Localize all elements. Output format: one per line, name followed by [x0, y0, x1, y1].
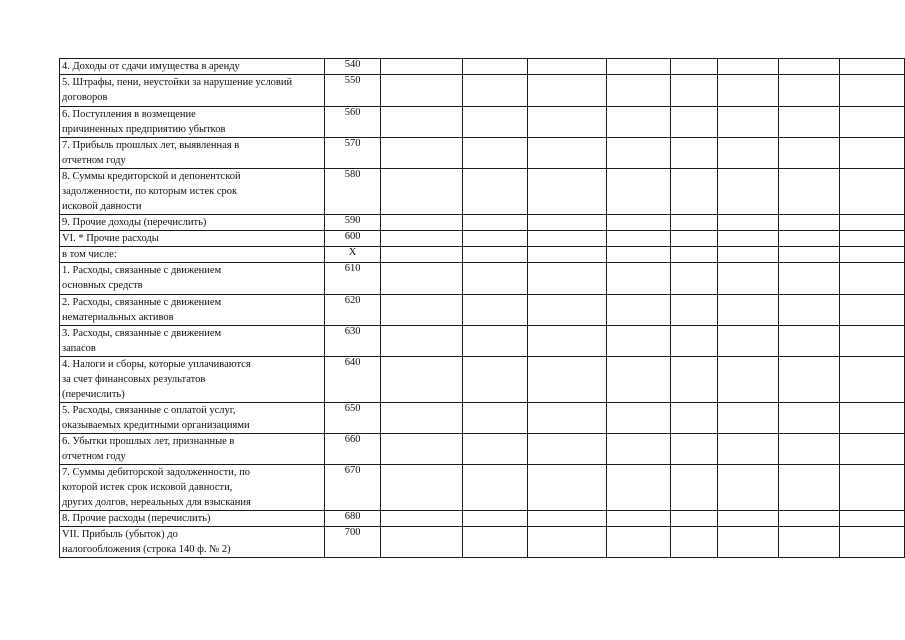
empty-cell — [840, 465, 905, 511]
row-label-line: VI. * Прочие расходы — [62, 233, 159, 244]
empty-cell — [381, 231, 462, 247]
empty-cell — [840, 434, 905, 465]
empty-cell — [528, 247, 607, 263]
row-label-line: договоров — [62, 92, 108, 103]
row-code-text: 570 — [344, 138, 361, 149]
empty-cell — [779, 295, 840, 326]
empty-cell — [528, 511, 607, 527]
row-label-line: 5. Штрафы, пени, неустойки за нарушение условий — [62, 77, 293, 88]
row-label — [60, 247, 325, 263]
row-label — [60, 138, 325, 169]
row-code — [324, 59, 381, 75]
row-label-line: исковой давности — [62, 201, 142, 212]
empty-cell — [670, 59, 717, 75]
row-label-line: (перечислить) — [62, 389, 125, 400]
row-code-text: 590 — [344, 215, 361, 226]
empty-cell — [528, 527, 607, 558]
empty-cell — [840, 107, 905, 138]
empty-cell — [607, 231, 670, 247]
row-code — [324, 169, 381, 215]
row-label-line: 4. Налоги и сборы, которые уплачиваются — [62, 359, 251, 370]
empty-cell — [381, 357, 462, 403]
empty-cell — [779, 231, 840, 247]
empty-cell — [779, 434, 840, 465]
table-row — [60, 75, 905, 107]
empty-cell — [670, 247, 717, 263]
empty-cell — [607, 465, 670, 511]
empty-cell — [381, 138, 462, 169]
empty-cell — [779, 59, 840, 75]
empty-cell — [779, 138, 840, 169]
empty-cell — [717, 263, 778, 295]
empty-cell — [528, 107, 607, 138]
row-label-line: нематериальных активов — [62, 312, 174, 323]
row-label-line: причиненных предприятию убытков — [62, 124, 226, 135]
empty-cell — [670, 403, 717, 434]
empty-cell — [717, 527, 778, 558]
empty-cell — [840, 511, 905, 527]
row-label — [60, 465, 325, 511]
empty-cell — [607, 215, 670, 231]
empty-cell — [840, 295, 905, 326]
empty-cell — [381, 169, 462, 215]
empty-cell — [607, 169, 670, 215]
row-label-line: в том числе: — [62, 249, 117, 260]
empty-cell — [462, 465, 527, 511]
empty-cell — [528, 263, 607, 295]
empty-cell — [528, 357, 607, 403]
row-label-line: 8. Суммы кредиторской и депонентской — [62, 171, 241, 182]
empty-cell — [381, 326, 462, 357]
empty-cell — [462, 215, 527, 231]
row-label-line: запасов — [62, 343, 96, 354]
empty-cell — [840, 357, 905, 403]
row-label-line: задолженности, по которым истек срок — [62, 186, 238, 197]
empty-cell — [381, 263, 462, 295]
row-code-text: 640 — [344, 357, 361, 368]
empty-cell — [607, 247, 670, 263]
empty-cell — [717, 75, 778, 107]
row-label — [60, 295, 325, 326]
row-code-text: 620 — [344, 295, 361, 306]
empty-cell — [670, 263, 717, 295]
row-label-line: 6. Убытки прошлых лет, признанные в — [62, 436, 235, 447]
row-code-text: 660 — [344, 434, 361, 445]
table-row — [60, 107, 905, 138]
row-code-text: 680 — [344, 511, 361, 522]
table-row — [60, 231, 905, 247]
table-row — [60, 247, 905, 263]
table-row — [60, 465, 905, 511]
row-code-text: Х — [348, 247, 357, 258]
row-label-line: оказываемых кредитными организациями — [62, 420, 250, 431]
empty-cell — [462, 138, 527, 169]
row-code-text: 600 — [344, 231, 361, 242]
row-code-text: 580 — [344, 169, 361, 180]
empty-cell — [840, 326, 905, 357]
empty-cell — [381, 247, 462, 263]
empty-cell — [779, 403, 840, 434]
table-row — [60, 527, 905, 558]
empty-cell — [670, 75, 717, 107]
empty-cell — [717, 215, 778, 231]
row-label-line: налогообложения (строка 140 ф. № 2) — [62, 544, 231, 555]
row-code — [324, 403, 381, 434]
empty-cell — [717, 326, 778, 357]
row-code — [324, 231, 381, 247]
row-label — [60, 511, 325, 527]
row-label-line: 6. Поступления в возмещение — [62, 109, 196, 120]
empty-cell — [670, 465, 717, 511]
empty-cell — [462, 326, 527, 357]
empty-cell — [840, 59, 905, 75]
empty-cell — [779, 357, 840, 403]
empty-cell — [840, 138, 905, 169]
row-code-text: 560 — [344, 107, 361, 118]
empty-cell — [607, 511, 670, 527]
row-label — [60, 59, 325, 75]
empty-cell — [670, 169, 717, 215]
table-row — [60, 295, 905, 326]
empty-cell — [528, 465, 607, 511]
row-label-line: 7. Прибыль прошлых лет, выявленная в — [62, 140, 240, 151]
empty-cell — [607, 295, 670, 326]
row-code — [324, 527, 381, 558]
empty-cell — [607, 107, 670, 138]
row-label — [60, 75, 325, 107]
empty-cell — [462, 247, 527, 263]
empty-cell — [381, 434, 462, 465]
row-code — [324, 511, 381, 527]
empty-cell — [840, 527, 905, 558]
empty-cell — [670, 527, 717, 558]
empty-cell — [462, 434, 527, 465]
empty-cell — [528, 434, 607, 465]
empty-cell — [528, 295, 607, 326]
empty-cell — [670, 138, 717, 169]
row-code-text: 610 — [344, 263, 361, 274]
empty-cell — [670, 357, 717, 403]
row-label-line: других долгов, нереальных для взыскания — [62, 497, 251, 508]
table-body — [60, 59, 905, 558]
row-label — [60, 527, 325, 558]
empty-cell — [462, 263, 527, 295]
empty-cell — [840, 403, 905, 434]
row-label — [60, 263, 325, 295]
row-label-line: которой истек срок исковой давности, — [62, 482, 233, 493]
empty-cell — [607, 59, 670, 75]
empty-cell — [670, 434, 717, 465]
empty-cell — [717, 511, 778, 527]
empty-cell — [381, 527, 462, 558]
empty-cell — [528, 75, 607, 107]
empty-cell — [840, 247, 905, 263]
row-code — [324, 434, 381, 465]
report-table — [59, 58, 905, 558]
empty-cell — [717, 434, 778, 465]
table-row — [60, 169, 905, 215]
row-label-line: 8. Прочие расходы (перечислить) — [62, 513, 211, 524]
empty-cell — [607, 138, 670, 169]
empty-cell — [779, 215, 840, 231]
row-code — [324, 326, 381, 357]
empty-cell — [670, 215, 717, 231]
empty-cell — [779, 263, 840, 295]
row-code-text: 550 — [344, 75, 361, 86]
row-label-line: 3. Расходы, связанные с движением — [62, 328, 222, 339]
empty-cell — [670, 107, 717, 138]
empty-cell — [528, 169, 607, 215]
row-label — [60, 434, 325, 465]
row-label — [60, 231, 325, 247]
row-code — [324, 357, 381, 403]
row-label-line: за счет финансовых результатов — [62, 374, 206, 385]
row-code — [324, 107, 381, 138]
row-label — [60, 107, 325, 138]
empty-cell — [779, 527, 840, 558]
table-row — [60, 403, 905, 434]
empty-cell — [717, 231, 778, 247]
empty-cell — [607, 434, 670, 465]
row-code-text: 700 — [344, 527, 361, 538]
empty-cell — [381, 403, 462, 434]
empty-cell — [528, 215, 607, 231]
empty-cell — [717, 138, 778, 169]
empty-cell — [381, 295, 462, 326]
empty-cell — [381, 59, 462, 75]
empty-cell — [717, 247, 778, 263]
empty-cell — [528, 403, 607, 434]
table-row — [60, 511, 905, 527]
empty-cell — [462, 357, 527, 403]
row-label-line: 7. Суммы дебиторской задолженности, по — [62, 467, 250, 478]
row-code — [324, 465, 381, 511]
empty-cell — [670, 511, 717, 527]
empty-cell — [779, 169, 840, 215]
empty-cell — [779, 75, 840, 107]
row-code — [324, 263, 381, 295]
row-code — [324, 295, 381, 326]
row-label — [60, 169, 325, 215]
empty-cell — [670, 326, 717, 357]
empty-cell — [528, 138, 607, 169]
empty-cell — [840, 169, 905, 215]
empty-cell — [779, 326, 840, 357]
table-row — [60, 357, 905, 403]
empty-cell — [717, 107, 778, 138]
row-label-line: отчетном году — [62, 451, 126, 462]
empty-cell — [381, 75, 462, 107]
empty-cell — [670, 295, 717, 326]
empty-cell — [717, 465, 778, 511]
empty-cell — [462, 75, 527, 107]
empty-cell — [462, 511, 527, 527]
empty-cell — [717, 59, 778, 75]
table-row — [60, 59, 905, 75]
empty-cell — [607, 326, 670, 357]
empty-cell — [840, 215, 905, 231]
row-code-text: 630 — [344, 326, 361, 337]
row-code-text: 670 — [344, 465, 361, 476]
row-code — [324, 138, 381, 169]
empty-cell — [462, 403, 527, 434]
empty-cell — [528, 231, 607, 247]
empty-cell — [462, 59, 527, 75]
row-label — [60, 357, 325, 403]
table-row — [60, 138, 905, 169]
row-label-line: 9. Прочие доходы (перечислить) — [62, 217, 207, 228]
row-label-line: отчетном году — [62, 155, 126, 166]
empty-cell — [528, 59, 607, 75]
empty-cell — [670, 231, 717, 247]
empty-cell — [779, 511, 840, 527]
row-label — [60, 326, 325, 357]
table-row — [60, 434, 905, 465]
empty-cell — [779, 107, 840, 138]
table-row — [60, 215, 905, 231]
row-code — [324, 215, 381, 231]
row-code — [324, 75, 381, 107]
empty-cell — [462, 231, 527, 247]
empty-cell — [381, 107, 462, 138]
empty-cell — [607, 263, 670, 295]
empty-cell — [381, 511, 462, 527]
empty-cell — [381, 215, 462, 231]
empty-cell — [607, 403, 670, 434]
row-label-line: 1. Расходы, связанные с движением — [62, 265, 222, 276]
empty-cell — [779, 465, 840, 511]
empty-cell — [779, 247, 840, 263]
table-row — [60, 326, 905, 357]
row-code-text: 650 — [344, 403, 361, 414]
row-label — [60, 403, 325, 434]
row-label-line: 4. Доходы от сдачи имущества в аренду — [62, 61, 240, 72]
empty-cell — [717, 295, 778, 326]
empty-cell — [462, 107, 527, 138]
empty-cell — [607, 527, 670, 558]
row-code-text: 540 — [344, 59, 361, 70]
row-code — [324, 247, 381, 263]
empty-cell — [462, 527, 527, 558]
empty-cell — [462, 169, 527, 215]
empty-cell — [840, 263, 905, 295]
table-row — [60, 263, 905, 295]
row-label-line: основных средств — [62, 280, 143, 291]
empty-cell — [381, 465, 462, 511]
row-label-line: VII. Прибыль (убыток) до — [62, 529, 178, 540]
empty-cell — [717, 357, 778, 403]
row-label-line: 2. Расходы, связанные с движением — [62, 297, 222, 308]
empty-cell — [462, 295, 527, 326]
empty-cell — [607, 75, 670, 107]
empty-cell — [840, 75, 905, 107]
row-label — [60, 215, 325, 231]
row-label-line: 5. Расходы, связанные с оплатой услуг, — [62, 405, 236, 416]
empty-cell — [717, 403, 778, 434]
empty-cell — [717, 169, 778, 215]
empty-cell — [528, 326, 607, 357]
empty-cell — [607, 357, 670, 403]
empty-cell — [840, 231, 905, 247]
